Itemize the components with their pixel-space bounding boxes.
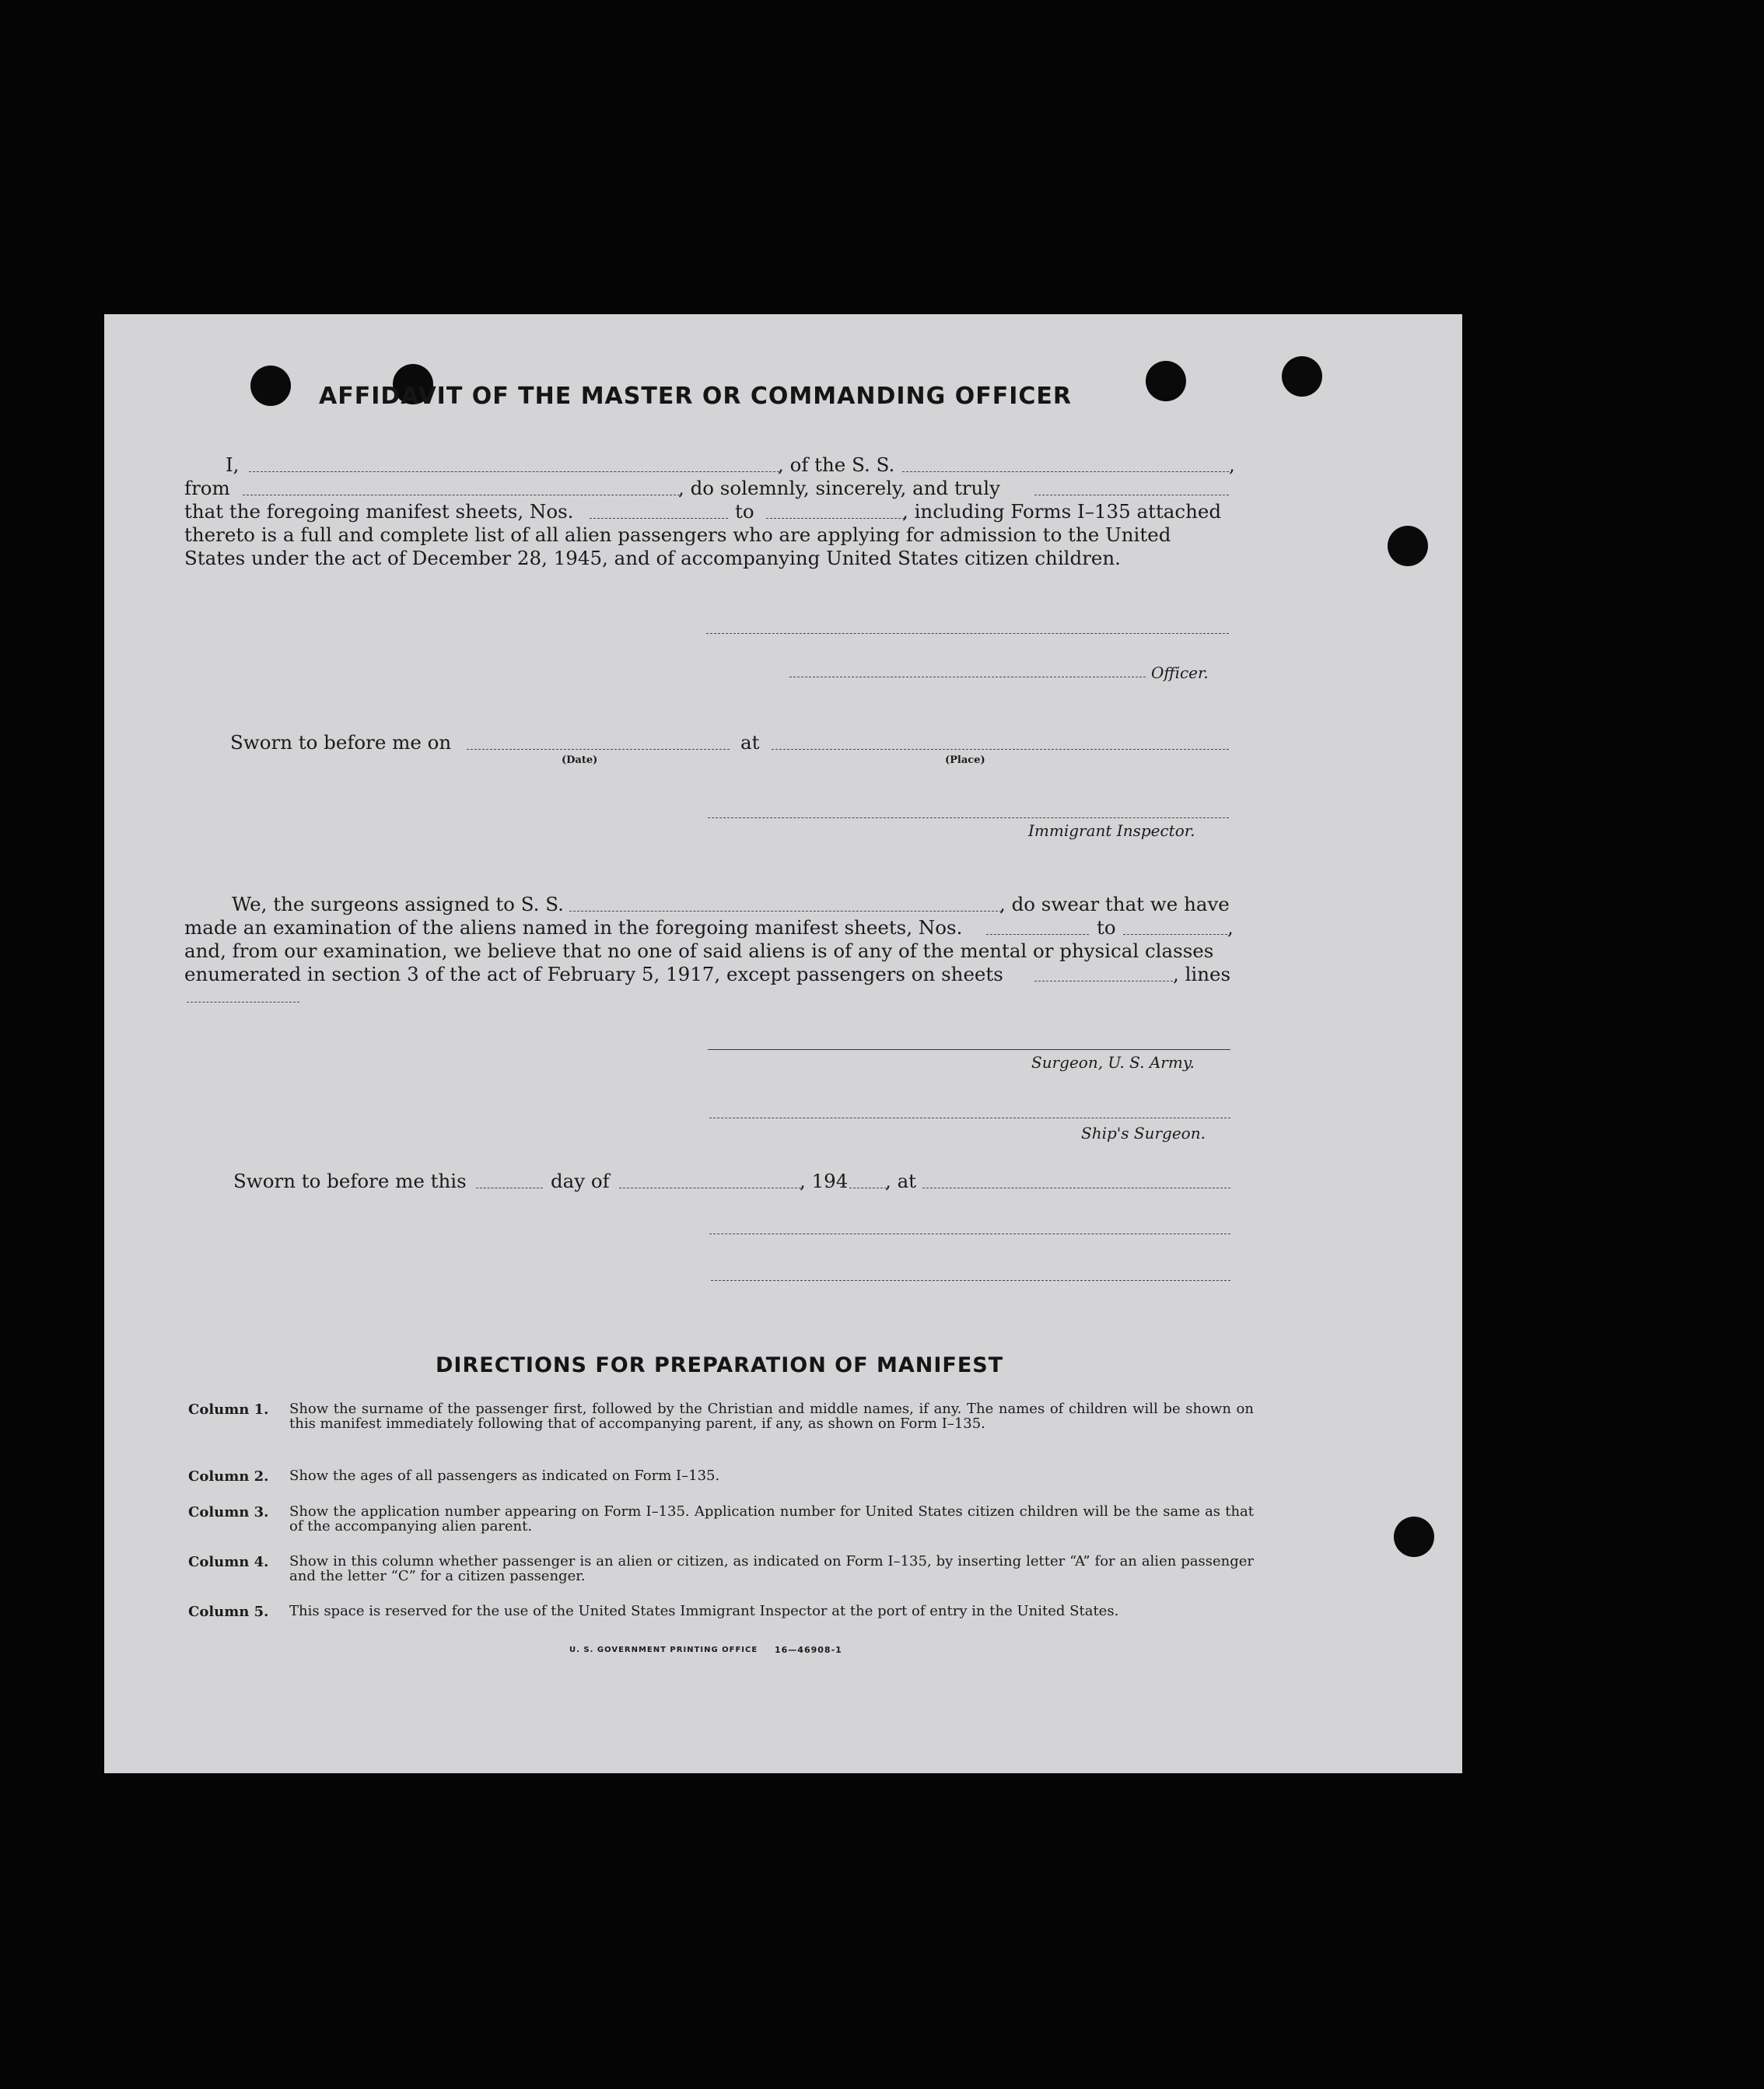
- surgeon-sheet-to-field[interactable]: [1123, 934, 1227, 935]
- affidavit-sheets: that the foregoing manifest sheets, Nos.: [184, 500, 574, 523]
- punch-hole: [1146, 361, 1186, 401]
- affidavit-i: I,: [226, 453, 240, 476]
- surgeons-comma: ,: [1227, 916, 1234, 939]
- surgeon-ship-field[interactable]: [569, 911, 1002, 912]
- form-code: 16—46908-1: [775, 1645, 842, 1655]
- except-sheets-field[interactable]: [1034, 981, 1173, 982]
- date-label: (Date): [562, 754, 598, 766]
- column-2-text: Show the ages of all passengers as indicated on Form I–135.: [289, 1468, 720, 1484]
- affidavit-to: to: [735, 500, 754, 523]
- sworn1-at: at: [740, 731, 760, 754]
- affidavit-line4: thereto is a full and complete list of all alien passengers who are applying for admission to the United: [184, 523, 1171, 546]
- sworn2-year: , 194: [800, 1170, 849, 1192]
- surgeons-line3: and, from our examination, we believe that no one of said aliens is of any of the mental or physical classes: [184, 940, 1214, 962]
- printing-office: U. S. GOVERNMENT PRINTING OFFICE: [569, 1646, 758, 1654]
- inspector-signature-line[interactable]: [708, 817, 1229, 818]
- officer-signature-line[interactable]: [706, 633, 1229, 634]
- sworn2-day-of: day of: [551, 1170, 610, 1192]
- column-2-label: Column 2.: [188, 1468, 269, 1485]
- sworn1-text: Sworn to before me on: [230, 731, 452, 754]
- column-3-text: Show the application number appearing on Form I–135. Application number for United States citizen children will be the same as that of the accompanying alien parent.: [289, 1503, 1254, 1534]
- master-name-field[interactable]: [249, 471, 779, 472]
- sworn2-title-line[interactable]: [711, 1280, 1230, 1281]
- inspector-label: Immigrant Inspector.: [1028, 821, 1195, 840]
- sworn2-signature-line[interactable]: [709, 1233, 1230, 1234]
- punch-hole: [1388, 526, 1428, 566]
- punch-hole: [1282, 356, 1322, 397]
- sworn2-at: , at: [885, 1170, 917, 1192]
- sheet-from-field[interactable]: [590, 518, 728, 519]
- column-3-label: Column 3.: [188, 1504, 269, 1520]
- ship-surgeon-label: Ship's Surgeon.: [1081, 1124, 1206, 1142]
- column-5-text: This space is reserved for the use of the United States Immigrant Inspector at the port of entry in the United States.: [289, 1603, 1119, 1619]
- sworn-place-field[interactable]: [772, 749, 1229, 750]
- sheet-to-field[interactable]: [766, 518, 905, 519]
- affidavit-of-ss: , of the S. S.: [778, 453, 895, 476]
- column-1-text: Show the surname of the passenger first, followed by the Christian and middle names, if any. The names of children will be shown on this manifest immediately following that of accompanying parent, if any, as shown on Form I–135.: [289, 1401, 1254, 1432]
- ship-name-field[interactable]: [902, 471, 1229, 472]
- surgeons-line4: enumerated in section 3 of the act of February 5, 1917, except passengers on sheets: [184, 963, 1003, 985]
- column-1-label: Column 1.: [188, 1401, 269, 1418]
- surgeons-line1: We, the surgeons assigned to S. S.: [232, 893, 564, 915]
- affidavit-swear: , do solemnly, sincerely, and truly: [678, 477, 1000, 499]
- punch-hole: [1394, 1517, 1434, 1557]
- column-5-label: Column 5.: [188, 1604, 269, 1620]
- army-surgeon-label: Surgeon, U. S. Army.: [1031, 1053, 1195, 1072]
- lines-field[interactable]: [187, 1002, 299, 1003]
- place-label: (Place): [945, 754, 985, 766]
- surgeon-sheet-from-field[interactable]: [986, 934, 1089, 935]
- army-surgeon-signature-line[interactable]: [708, 1049, 1230, 1050]
- affidavit-from: from: [184, 477, 230, 499]
- directions-title: DIRECTIONS FOR PREPARATION OF MANIFEST: [436, 1353, 1004, 1377]
- column-4-label: Column 4.: [188, 1554, 269, 1570]
- surgeons-line2: made an examination of the aliens named in the foregoing manifest sheets, Nos.: [184, 916, 963, 939]
- sworn-date-field[interactable]: [467, 749, 730, 750]
- affidavit-title: AFFIDAVIT OF THE MASTER OR COMMANDING OFFICER: [319, 383, 1072, 410]
- punch-hole: [250, 366, 291, 406]
- affidavit-comma: ,: [1229, 453, 1235, 476]
- sworn2-text: Sworn to before me this: [233, 1170, 467, 1192]
- surgeons-swear: , do swear that we have: [999, 893, 1230, 915]
- column-4-text: Show in this column whether passenger is an alien or citizen, as indicated on Form I–135, by inserting letter “A” for an alien passenger and the letter “C” for a citizen passenger.: [289, 1553, 1254, 1584]
- surgeons-lines: , lines: [1173, 963, 1231, 985]
- affidavit-line5: States under the act of December 28, 1945, and of accompanying United States citizen children.: [184, 547, 1121, 569]
- officer-label: Officer.: [1151, 663, 1209, 682]
- surgeons-to: to: [1097, 916, 1116, 939]
- affidavit-forms: , including Forms I–135 attached: [902, 500, 1222, 523]
